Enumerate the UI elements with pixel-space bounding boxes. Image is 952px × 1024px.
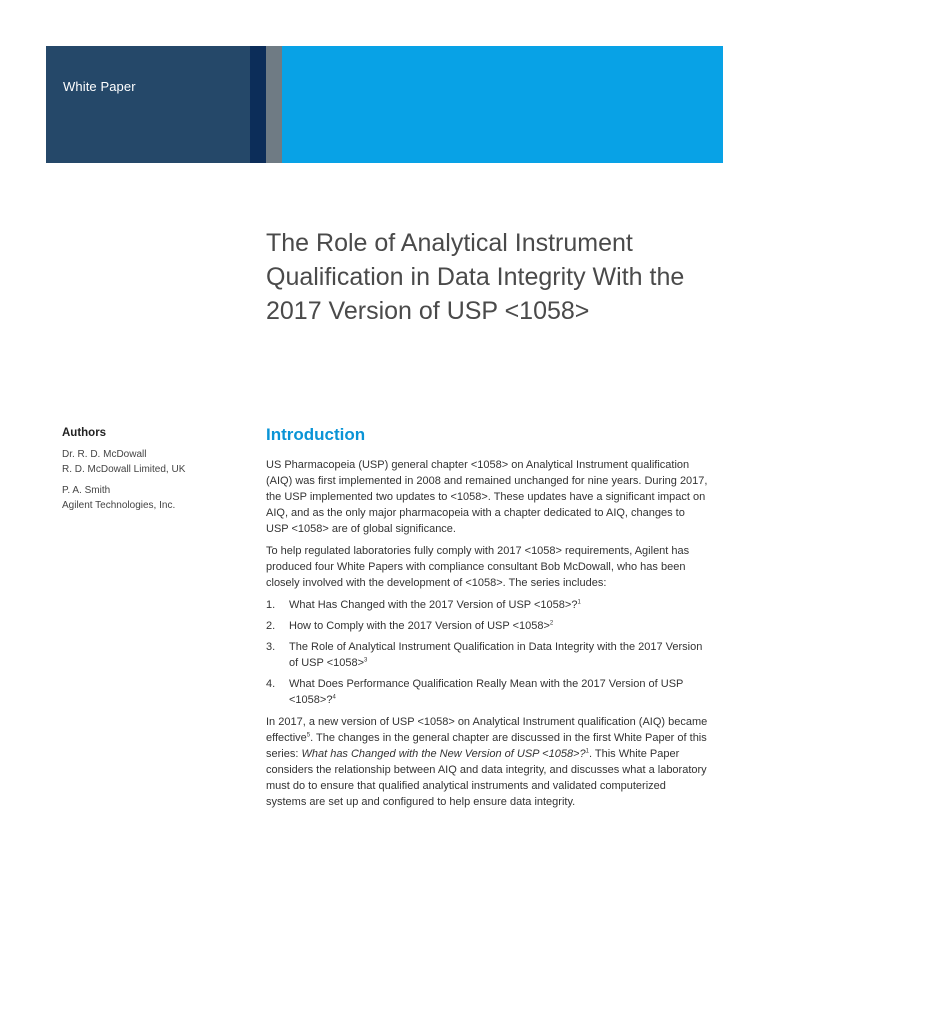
introduction-section: [266, 424, 708, 816]
footnote-ref: 5: [306, 732, 311, 739]
paragraph-text: . This White Paper considers the relationship between AIQ and data integrity, and discusses what a laboratory must do to ensure that qualified analytical instruments and validated computerized systems are set up and configured to help ensure data integrity.: [266, 748, 707, 808]
list-item-text: The Role of Analytical Instrument Qualification in Data Integrity with the 2017 Version of USP <1058>: [289, 641, 703, 669]
paragraph-text: . The changes in the general chapter are discussed in the first White Paper of this series:: [266, 732, 707, 760]
header-banner: [46, 46, 930, 163]
intro-paragraph-3: [266, 714, 708, 810]
banner-navy-panel: [46, 46, 250, 163]
banner-gray-stripe: [266, 46, 282, 163]
list-item-text: What Does Performance Qualification Really Mean with the 2017 Version of USP <1058>?: [289, 678, 684, 706]
spark-icon: [802, 70, 852, 120]
intro-paragraph-1: US Pharmacopeia (USP) general chapter <1058> on Analytical Instrument qualification (AIQ) was first implemented in 2008 and remained unchanged for nine years. During 2017, the USP implemented two updates to <1058>. These updates have a significant impact on AIQ, and as the only major pharmacopeia with a chapter dedicated to AIQ, changes to USP <1058> are of global significance.: [266, 459, 708, 535]
list-number: 1.: [266, 599, 276, 611]
list-item-text: What Has Changed with the 2017 Version of USP <1058>?: [289, 599, 578, 611]
list-item: [266, 597, 708, 613]
list-number: 2.: [266, 620, 276, 632]
list-number: 3.: [266, 641, 276, 653]
list-item-text: How to Comply with the 2017 Version of USP <1058>: [289, 620, 550, 632]
footnote-ref: 1: [577, 599, 581, 606]
page-title: The Role of Analytical Instrument Qualification in Data Integrity With the 2017 Version of USP <1058>: [266, 229, 685, 325]
list-number: 4.: [266, 678, 276, 690]
author-affiliation: R. D. McDowall Limited, UK: [62, 464, 186, 475]
white-paper-series-list: [266, 597, 708, 708]
banner-blue-panel: [282, 46, 930, 163]
author-affiliation: Agilent Technologies, Inc.: [62, 500, 176, 511]
intro-paragraph-2: To help regulated laboratories fully comply with 2017 <1058> requirements, Agilent has produced four White Papers with compliance consultant Bob McDowall, who has been closely involved with the development of <1058>. The series includes:: [266, 545, 690, 589]
authors-section: [62, 427, 242, 519]
list-item: [266, 618, 708, 634]
document-type-label: White Paper: [63, 79, 136, 94]
author-entry: [62, 447, 242, 477]
footnote-ref: 2: [549, 620, 554, 627]
list-item: [266, 639, 708, 671]
paragraph-text: In 2017, a new version of USP <1058> on Analytical Instrument qualification (AIQ) became effective: [266, 716, 708, 744]
agilent-logo: [802, 70, 952, 130]
cited-title: What has Changed with the New Version of USP <1058>?: [301, 748, 586, 760]
footnote-ref: 4: [332, 694, 336, 701]
banner-dark-stripe: [250, 46, 266, 163]
footnote-ref: 3: [364, 657, 368, 664]
author-name: Dr. R. D. McDowall: [62, 449, 147, 460]
logo-name: Agilent: [859, 83, 925, 105]
authors-heading: Authors: [62, 427, 107, 439]
author-entry: [62, 483, 242, 513]
introduction-heading: Introduction: [266, 425, 366, 444]
logo-tagline: Trusted Answers: [859, 120, 930, 131]
footnote-ref: 1: [585, 748, 589, 755]
author-name: P. A. Smith: [62, 485, 111, 496]
list-item: [266, 676, 708, 708]
